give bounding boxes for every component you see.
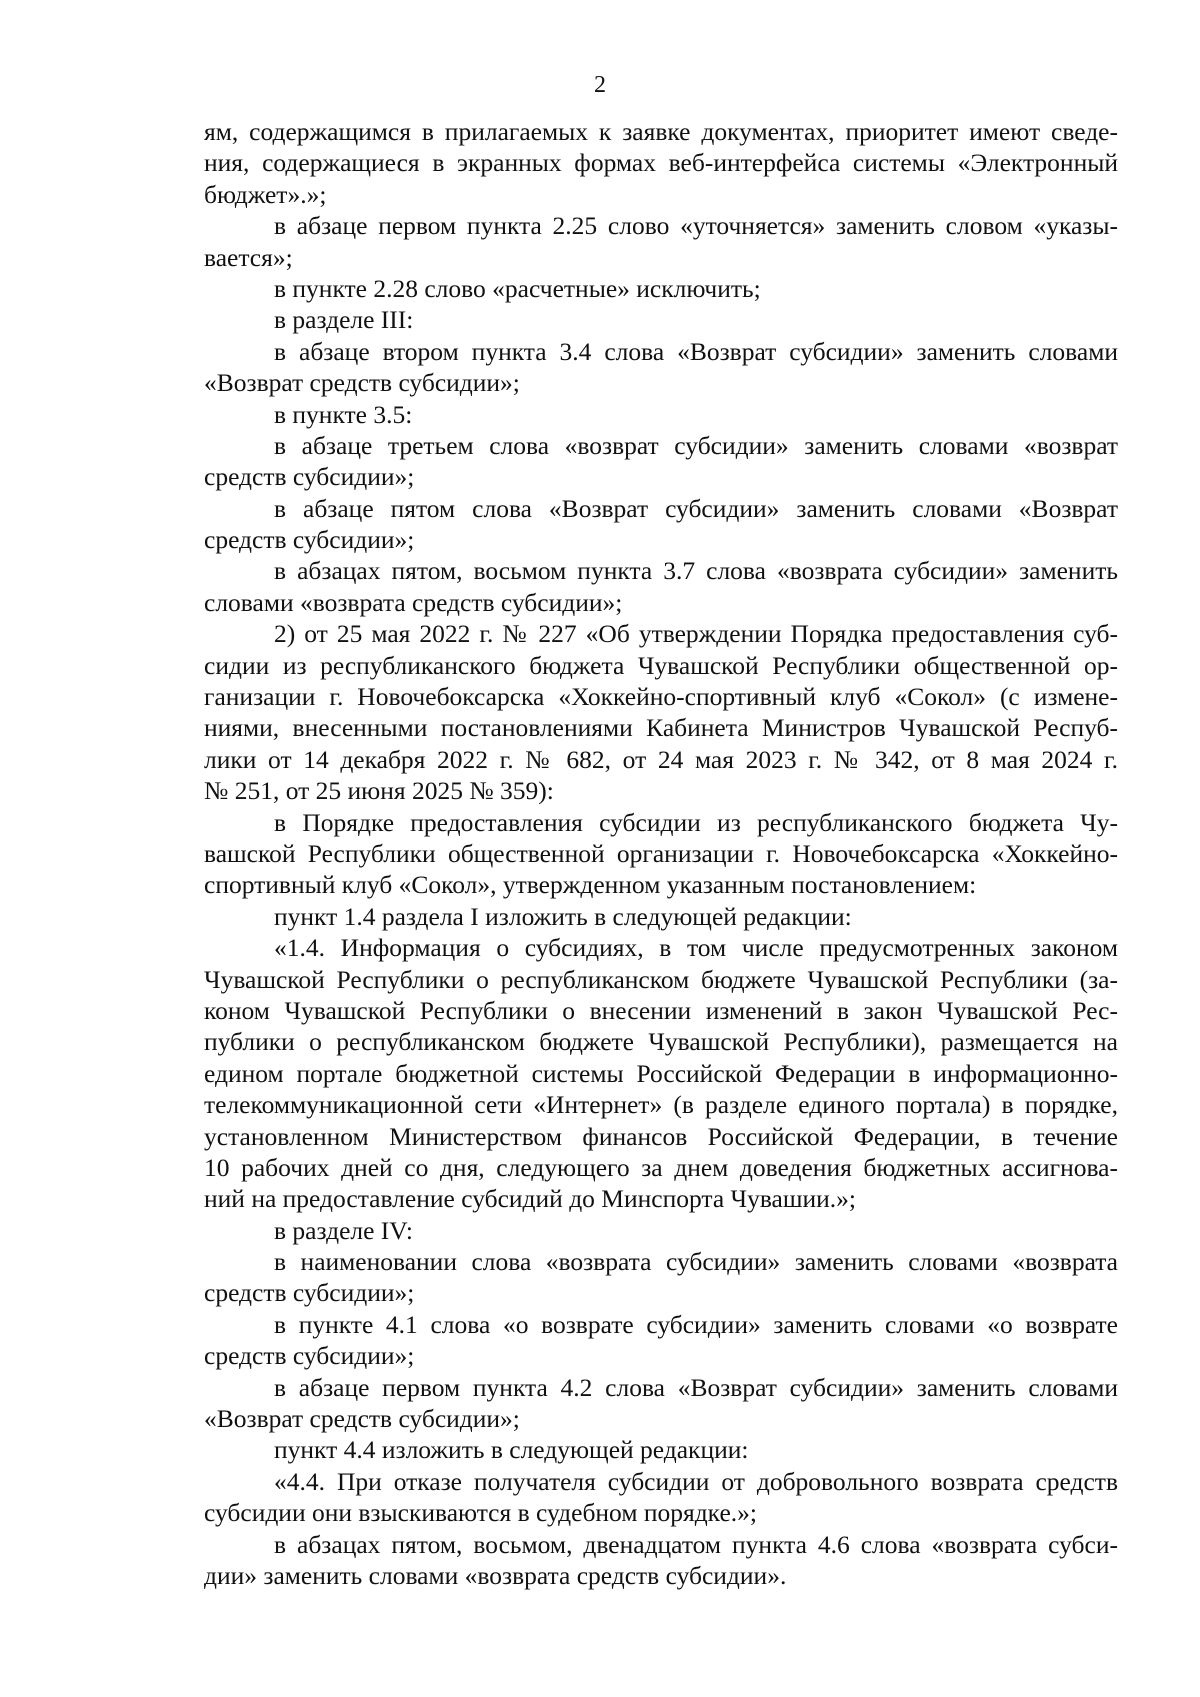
- text-line: пункт 1.4 раздела I изложить в следующей редакции:: [274, 901, 852, 931]
- text-line: 2) от 25 мая 2022 г. № 227 «Об утверждении Порядка предоставления суб-: [274, 619, 1118, 649]
- text-line: «1.4. Информация о субсидиях, в том числе предусмотренных законом: [274, 933, 1118, 963]
- text-line: «Возврат средств субсидии»;: [204, 368, 520, 398]
- text-line: вается»;: [204, 242, 293, 272]
- text-line: телекоммуникационной сети «Интернет» (в разделе единого портала) в порядке,: [204, 1090, 1118, 1120]
- text-line: средств субсидии»;: [204, 1278, 415, 1308]
- text-line: 10 рабочих дней со дня, следующего за днем доведения бюджетных ассигнова-: [204, 1152, 1118, 1182]
- text-line: в абзаце втором пункта 3.4 слова «Возврат субсидии» заменить словами: [274, 336, 1118, 366]
- text-line: ниями, внесенными постановлениями Кабинета Министров Чувашской Респуб-: [204, 713, 1118, 743]
- text-line: в Порядке предоставления субсидии из республиканского бюджета Чу-: [274, 807, 1118, 837]
- document-body: [204, 116, 1118, 1591]
- text-line: субсидии они взыскиваются в судебном порядке.»;: [204, 1498, 757, 1528]
- text-line: сидии из республиканского бюджета Чувашской Республики общественной ор-: [204, 650, 1118, 680]
- text-line: бюджет».»;: [204, 179, 327, 209]
- text-line: словами «возврата средств субсидии»;: [204, 587, 623, 617]
- text-line: лики от 14 декабря 2022 г. № 682, от 24 мая 2023 г. № 342, от 8 мая 2024 г.: [204, 744, 1118, 774]
- text-line: в абзаце первом пункта 2.25 слово «уточняется» заменить словом «указы-: [274, 211, 1118, 241]
- text-line: вашской Республики общественной организации г. Новочебоксарска «Хоккейно-: [204, 838, 1118, 868]
- text-line: пункт 4.4 изложить в следующей редакции:: [274, 1435, 749, 1465]
- text-line: в абзаце пятом слова «Возврат субсидии» заменить словами «Возврат: [274, 493, 1118, 523]
- text-line: в абзаце третьем слова «возврат субсидии» заменить словами «возврат: [274, 430, 1118, 460]
- text-line: ний на предоставление субсидий до Минспорта Чувашии.»;: [204, 1184, 857, 1214]
- text-line: средств субсидии»;: [204, 525, 415, 555]
- text-line: в абзаце первом пункта 4.2 слова «Возврат субсидии» заменить словами: [274, 1372, 1118, 1402]
- text-line: установленном Министерством финансов Российской Федерации, в течение: [204, 1121, 1118, 1151]
- text-line: дии» заменить словами «возврата средств субсидии».: [204, 1560, 787, 1590]
- text-line: в пункте 2.28 слово «расчетные» исключить;: [274, 273, 761, 303]
- text-line: ям, содержащимся в прилагаемых к заявке документах, приоритет имеют сведе-: [204, 117, 1118, 146]
- text-line: публики о республиканском бюджете Чувашской Республики), размещается на: [204, 1027, 1118, 1057]
- text-line: средств субсидии»;: [204, 1341, 415, 1371]
- text-line: в абзацах пятом, восьмом пункта 3.7 слова «возврата субсидии» заменить: [274, 556, 1118, 586]
- page-number: 2: [594, 72, 606, 98]
- text-line: в пункте 4.1 слова «о возврате субсидии» заменить словами «о возврате: [274, 1309, 1118, 1339]
- text-line: спортивный клуб «Сокол», утвержденном указанным постановлением:: [204, 870, 977, 900]
- text-line: «Возврат средств субсидии»;: [204, 1404, 520, 1434]
- text-line: ния, содержащиеся в экранных формах веб-интерфейса системы «Электронный: [204, 148, 1118, 178]
- text-line: в разделе IV:: [274, 1215, 413, 1245]
- text-line: Чувашской Республики о республиканском бюджете Чувашской Республики (за-: [204, 964, 1118, 994]
- text-line: в разделе III:: [274, 305, 414, 335]
- text-line: в абзацах пятом, восьмом, двенадцатом пункта 4.6 слова «возврата субси-: [274, 1529, 1118, 1559]
- text-line: средств субсидии»;: [204, 462, 415, 492]
- text-line: ганизации г. Новочебоксарска «Хоккейно-спортивный клуб «Сокол» (с измене-: [204, 682, 1118, 712]
- text-line: коном Чувашской Республики о внесении изменений в закон Чувашской Рес-: [204, 995, 1118, 1025]
- text-line: в наименовании слова «возврата субсидии» заменить словами «возврата: [274, 1247, 1118, 1277]
- text-line: «4.4. При отказе получателя субсидии от добровольного возврата средств: [274, 1466, 1118, 1496]
- text-line: № 251, от 25 июня 2025 № 359):: [204, 776, 554, 806]
- text-line: в пункте 3.5:: [274, 399, 413, 429]
- text-line: едином портале бюджетной системы Российской Федерации в информационно-: [204, 1058, 1118, 1088]
